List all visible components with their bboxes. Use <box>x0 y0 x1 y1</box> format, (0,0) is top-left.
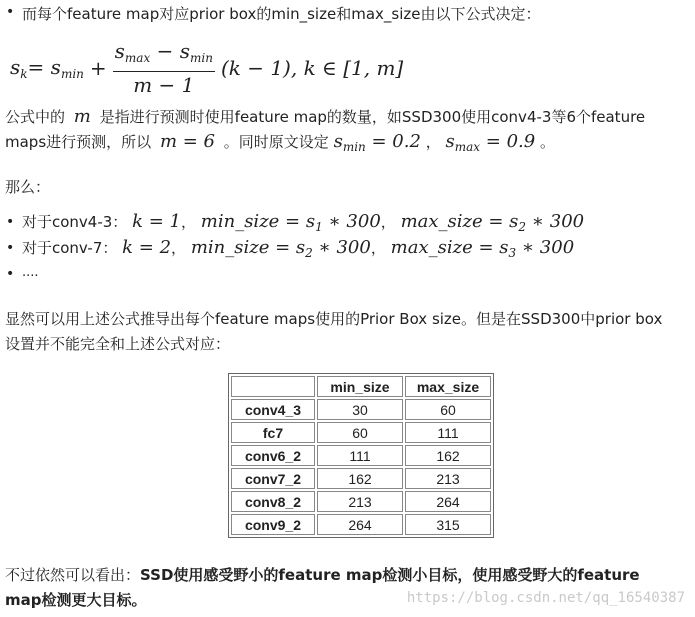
then-label: 那么： <box>5 178 51 196</box>
table-cell: 213 <box>317 491 403 512</box>
table-header-cell <box>231 376 315 397</box>
table-row <box>231 422 491 443</box>
math-m-equals-6: m = 6 <box>159 131 215 152</box>
list-bullet: • <box>6 240 15 256</box>
table-row-label: conv6_2 <box>231 445 315 466</box>
list-bullet: • <box>6 214 15 230</box>
table-header-row <box>231 376 491 397</box>
formula-tail: (k − 1), k ∈ [1, m] <box>220 56 404 80</box>
table-cell: 315 <box>405 514 491 535</box>
table-row-label: conv4_3 <box>231 399 315 420</box>
list-item-ellipsis: .... <box>22 265 39 280</box>
table-header-cell: min_size <box>317 376 403 397</box>
table-row-label: fc7 <box>231 422 315 443</box>
math-smax: $s_{max} = 0.9$ <box>445 131 536 154</box>
para1-line2: maps进行预测，所以 m = 6 。同时原文设定 $s_{min} = 0.2$ ， $s_{max} = 0.9$ 。 <box>5 131 556 154</box>
fraction-numerator: $s_{max} - s_{min}$ <box>113 40 215 72</box>
table-cell: 264 <box>405 491 491 512</box>
table-row <box>231 468 491 489</box>
table-row <box>231 491 491 512</box>
formula-lhs: $s_k$ <box>10 55 28 81</box>
table-header-cell: max_size <box>405 376 491 397</box>
table-cell: 162 <box>405 445 491 466</box>
table-row-label: conv9_2 <box>231 514 315 535</box>
formula-fraction <box>113 40 215 96</box>
para2-line1: 显然可以用上述公式推导出每个feature maps使用的Prior Box size。但是在SSD300中prior box <box>5 310 663 328</box>
table-row-label: conv7_2 <box>231 468 315 489</box>
intro-text: 而每个feature map对应prior box的min_size和max_size由以下公式决定： <box>22 5 541 23</box>
table-cell: 30 <box>317 399 403 420</box>
table-cell: 213 <box>405 468 491 489</box>
table-row <box>231 514 491 535</box>
prior-box-size-table <box>228 373 494 538</box>
table-row-label: conv8_2 <box>231 491 315 512</box>
size-formula <box>10 40 403 96</box>
table-cell: 60 <box>317 422 403 443</box>
conclusion-line2: map检测更大目标。 <box>5 591 147 609</box>
table-cell: 60 <box>405 399 491 420</box>
formula-eq: = $s_{min}$ <box>27 55 84 81</box>
list-item-conv4-3: 对于conv4-3： k = 1， min_size = $s_1$ ∗ 300， max_size = $s_2$ ∗ 300 <box>22 211 585 234</box>
blog-watermark: https://blog.csdn.net/qq_16540387 <box>406 590 685 606</box>
table-cell: 264 <box>317 514 403 535</box>
formula-plus: + <box>89 56 107 80</box>
para2-line2: 设置并不能完全和上述公式对应： <box>5 335 231 353</box>
conclusion-emphasis: SSD使用感受野小的feature map检测小目标，使用感受野大的feature <box>140 566 640 584</box>
list-bullet: • <box>6 266 15 282</box>
table-cell: 111 <box>405 422 491 443</box>
table-cell: 162 <box>317 468 403 489</box>
intro-bullet: • <box>6 4 15 20</box>
math-smin: $s_{min} = 0.2$ <box>333 131 421 154</box>
fraction-denominator: m − 1 <box>133 73 195 97</box>
para1-line1: 公式中的 m 是指进行预测时使用feature map的数量，如SSD300使用conv4-3等6个feature <box>5 106 646 127</box>
table-row <box>231 399 491 420</box>
list-item-conv-7: 对于conv-7： k = 2， min_size = $s_2$ ∗ 300， max_size = $s_3$ ∗ 300 <box>22 237 575 260</box>
conclusion-line1: 不过依然可以看出：SSD使用感受野小的feature map检测小目标，使用感受野大的feature <box>5 566 640 584</box>
table-row <box>231 445 491 466</box>
math-m: m <box>73 106 91 127</box>
table-cell: 111 <box>317 445 403 466</box>
